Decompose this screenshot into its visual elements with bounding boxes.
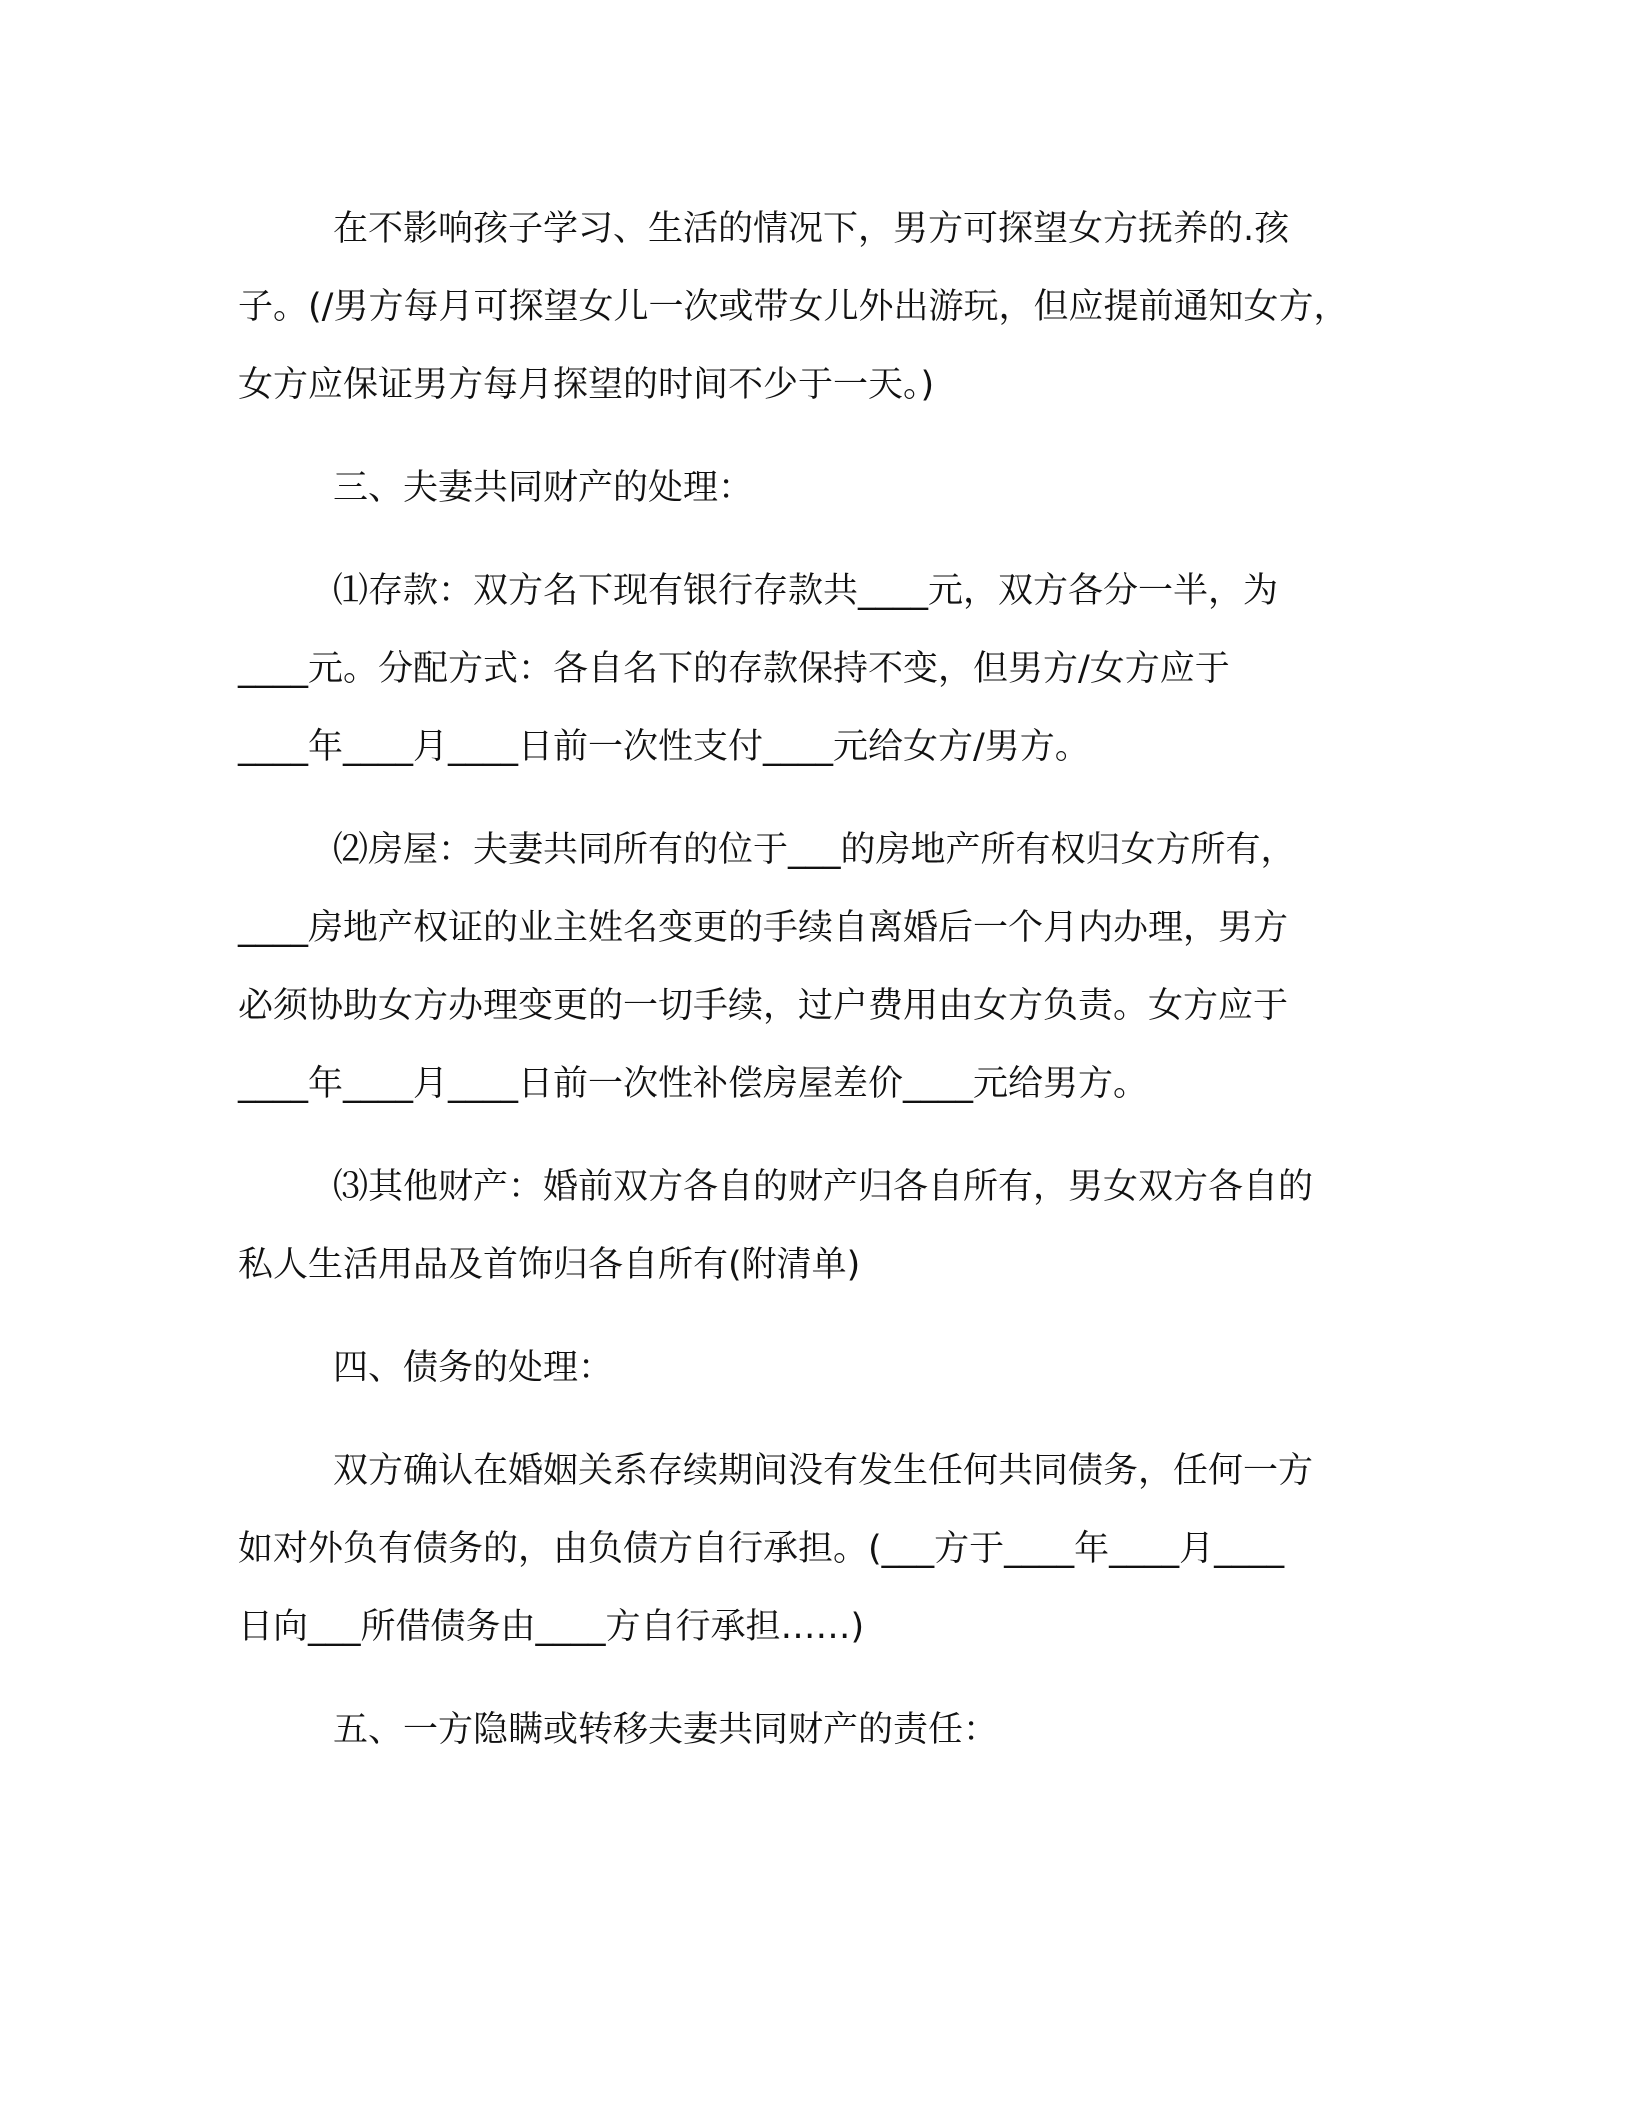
- text-line: 如对外负有债务的，由负债方自行承担。(___方于____年____月____: [238, 1529, 1285, 1569]
- text-line: 日向___所借债务由____方自行承担……): [238, 1607, 865, 1647]
- text-line: ____年____月____日前一次性补偿房屋差价____元给男方。: [238, 1064, 1149, 1104]
- deposit-paragraph: [238, 552, 1408, 786]
- section-heading-debt: 四、债务的处理：: [333, 1348, 614, 1388]
- text-line: 必须协助女方办理变更的一切手续，过户费用由女方负责。女方应于: [238, 986, 1289, 1026]
- text-line: ⑵房屋：夫妻共同所有的位于___的房地产所有权归女方所有，: [333, 830, 1296, 870]
- text-line: 双方确认在婚姻关系存续期间没有发生任何共同债务，任何一方: [333, 1451, 1314, 1491]
- text-line: ⑴存款：双方名下现有银行存款共____元，双方各分一半，为: [333, 571, 1279, 611]
- text-line: ____房地产权证的业主姓名变更的手续自离婚后一个月内办理，男方: [238, 908, 1289, 948]
- document-body: [238, 190, 1408, 1794]
- text-line: 在不影响孩子学习、生活的情况下，男方可探望女方抚养的.孩: [333, 209, 1290, 249]
- text-line: ____年____月____日前一次性支付____元给女方/男方。: [238, 727, 1090, 767]
- visitation-paragraph: [238, 190, 1408, 424]
- section-heading-concealment: 五、一方隐瞒或转移夫妻共同财产的责任：: [333, 1710, 999, 1750]
- house-paragraph: [238, 811, 1408, 1123]
- other-property-paragraph: [238, 1148, 1408, 1304]
- section-heading-property: 三、夫妻共同财产的处理：: [333, 468, 754, 508]
- text-line: 女方应保证男方每月探望的时间不少于一天。): [238, 365, 935, 405]
- text-line: 私人生活用品及首饰归各自所有(附清单): [238, 1245, 861, 1285]
- text-line: 子。(/男方每月可探望女儿一次或带女儿外出游玩，但应提前通知女方，: [238, 287, 1349, 327]
- text-line: ____元。分配方式：各自名下的存款保持不变，但男方/女方应于: [238, 649, 1230, 689]
- text-line: ⑶其他财产：婚前双方各自的财产归各自所有，男女双方各自的: [333, 1167, 1314, 1207]
- debt-paragraph: [238, 1432, 1408, 1666]
